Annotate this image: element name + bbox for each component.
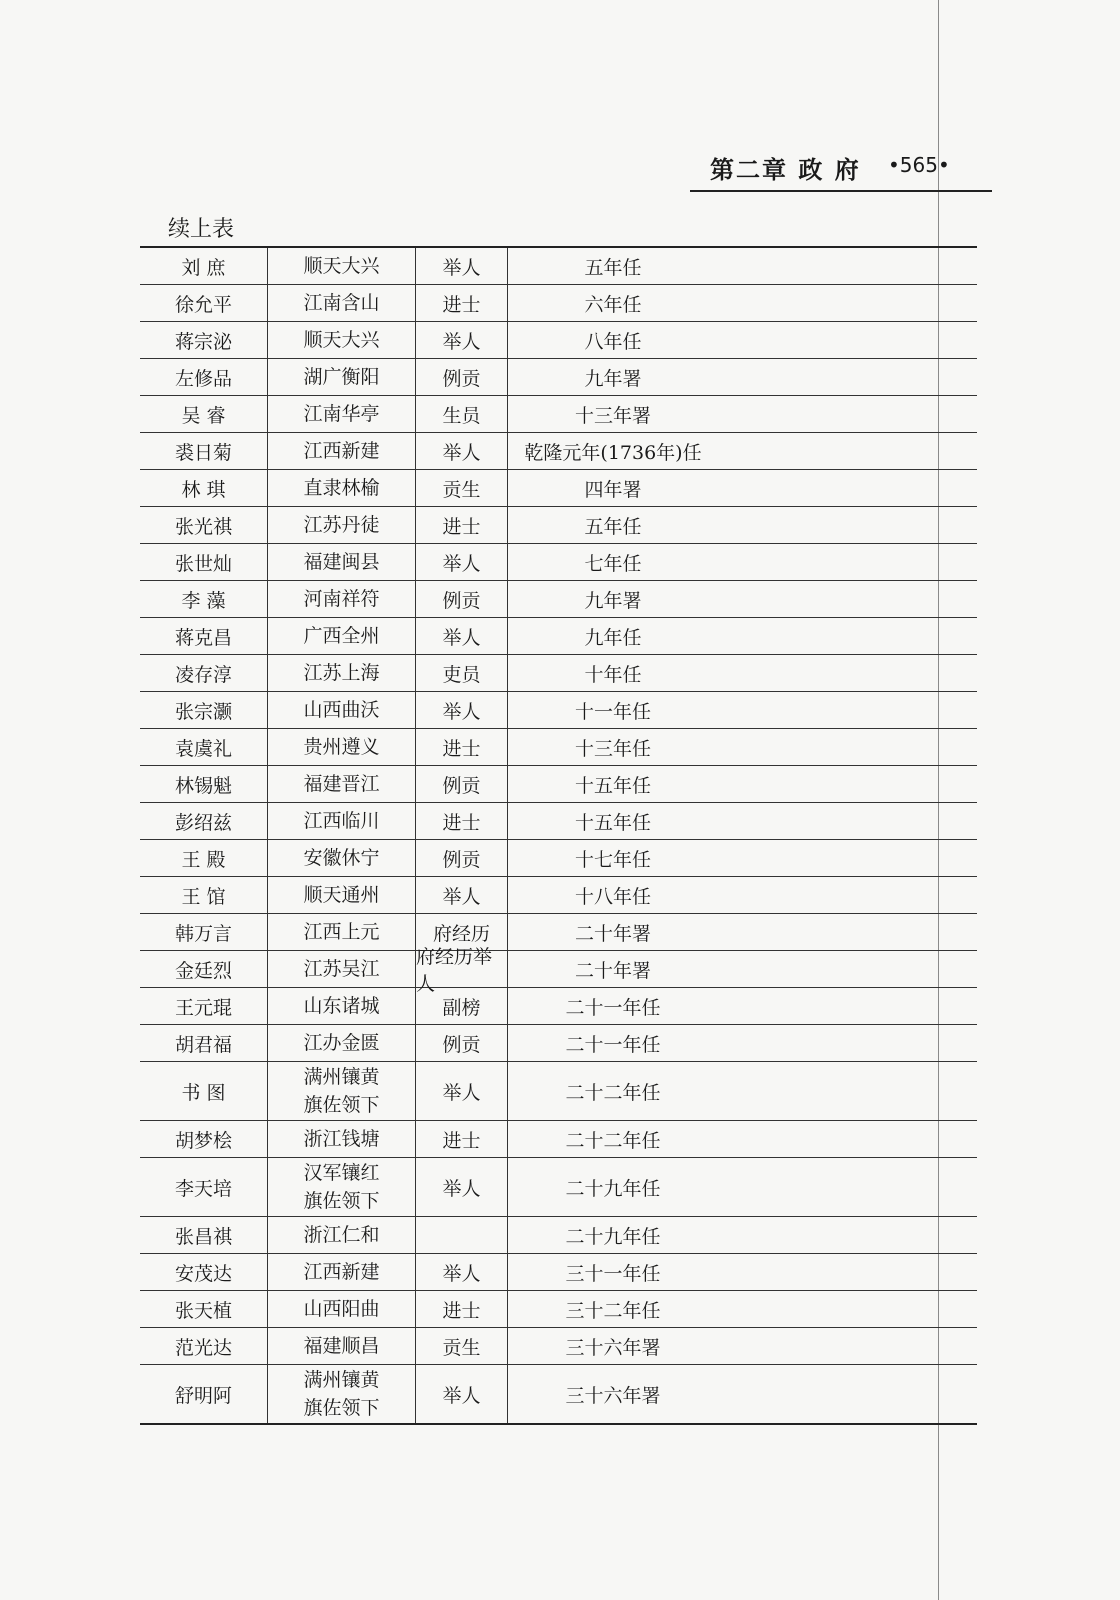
cell-name: 王元琨 — [140, 988, 268, 1024]
table-row — [140, 1121, 977, 1158]
origin-line-2: 旗佐领下 — [303, 1190, 380, 1212]
cell-tenure — [508, 470, 977, 506]
cell-qualification: 进士 — [416, 507, 508, 543]
table-row — [140, 1217, 977, 1254]
officials-table — [140, 246, 977, 1425]
cell-name: 凌存淳 — [140, 655, 268, 691]
tenure-text: 九年任 — [584, 626, 642, 649]
cell-name: 张世灿 — [140, 544, 268, 580]
cell-origin: 山西阳曲 — [268, 1291, 416, 1327]
cell-qualification: 举人 — [416, 1158, 508, 1216]
table-row — [140, 914, 977, 951]
cell-qualification: 举人 — [416, 1062, 508, 1120]
cell-origin: 河南祥符 — [268, 581, 416, 617]
cell-tenure — [508, 1254, 977, 1290]
tenure-text: 二十年署 — [574, 959, 651, 982]
cell-tenure — [508, 840, 977, 876]
table-row — [140, 655, 977, 692]
cell-name: 李 藻 — [140, 581, 268, 617]
cell-qualification: 进士 — [416, 729, 508, 765]
table-caption: 续上表 — [168, 217, 235, 242]
cell-origin: 福建顺昌 — [268, 1328, 416, 1364]
cell-name: 金廷烈 — [140, 951, 268, 987]
cell-qualification: 府经历 — [416, 914, 508, 950]
cell-qualification: 例贡 — [416, 1025, 508, 1061]
cell-tenure — [508, 1291, 977, 1327]
cell-origin: 福建晋江 — [268, 766, 416, 802]
table-row — [140, 433, 977, 470]
cell-origin: 浙江钱塘 — [268, 1121, 416, 1157]
cell-tenure — [508, 1062, 977, 1120]
table-row — [140, 766, 977, 803]
cell-name: 林 琪 — [140, 470, 268, 506]
cell-qualification: 举人 — [416, 1254, 508, 1290]
cell-origin — [268, 1158, 416, 1216]
cell-name: 徐允平 — [140, 285, 268, 321]
cell-name: 袁虞礼 — [140, 729, 268, 765]
cell-tenure — [508, 988, 977, 1024]
cell-tenure — [508, 655, 977, 691]
cell-tenure — [508, 1025, 977, 1061]
tenure-text: 九年署 — [584, 367, 642, 390]
cell-qualification: 贡生 — [416, 470, 508, 506]
origin-multiline — [303, 1366, 379, 1422]
cell-name: 范光达 — [140, 1328, 268, 1364]
cell-origin: 江西上元 — [268, 914, 416, 950]
tenure-text: 五年任 — [584, 515, 642, 538]
cell-origin: 顺天通州 — [268, 877, 416, 913]
cell-origin: 浙江仁和 — [268, 1217, 416, 1253]
cell-qualification: 贡生 — [416, 1328, 508, 1364]
cell-qualification: 例贡 — [416, 359, 508, 395]
cell-origin: 顺天大兴 — [268, 248, 416, 284]
cell-tenure — [508, 285, 977, 321]
table-row — [140, 840, 977, 877]
table-row — [140, 507, 977, 544]
tenure-text: 十五年任 — [574, 811, 651, 834]
tenure-text: 三十六年署 — [565, 1384, 661, 1407]
origin-multiline — [303, 1159, 379, 1215]
cell-tenure — [508, 877, 977, 913]
tenure-text: 九年署 — [584, 589, 642, 612]
table-row — [140, 396, 977, 433]
table-row — [140, 359, 977, 396]
cell-tenure — [508, 322, 977, 358]
table-row — [140, 692, 977, 729]
cell-tenure — [508, 1217, 977, 1253]
cell-qualification: 举人 — [416, 322, 508, 358]
tenure-text: 十年任 — [584, 663, 642, 686]
cell-qualification: 举人 — [416, 1365, 508, 1423]
cell-name: 胡梦桧 — [140, 1121, 268, 1157]
cell-tenure — [508, 914, 977, 950]
cell-origin — [268, 1365, 416, 1423]
cell-qualification: 生员 — [416, 396, 508, 432]
cell-qualification: 进士 — [416, 1291, 508, 1327]
tenure-text: 乾隆元年(1736年)任 — [524, 441, 702, 464]
table-row — [140, 946, 977, 995]
origin-line-1: 满州镶黄 — [303, 1369, 380, 1391]
table-row — [140, 581, 977, 618]
tenure-text: 六年任 — [584, 293, 642, 316]
table-row — [140, 729, 977, 766]
cell-name: 裘日菊 — [140, 433, 268, 469]
cell-origin: 福建闽县 — [268, 544, 416, 580]
cell-tenure — [508, 507, 977, 543]
cell-origin: 山东诸城 — [268, 988, 416, 1024]
cell-origin — [268, 1062, 416, 1120]
table-row — [140, 1365, 977, 1423]
tenure-text: 二十二年任 — [565, 1129, 661, 1152]
cell-tenure — [508, 951, 977, 987]
cell-tenure — [508, 544, 977, 580]
table-row — [140, 803, 977, 840]
cell-name: 刘 庶 — [140, 248, 268, 284]
cell-tenure — [508, 433, 977, 469]
cell-name: 蒋克昌 — [140, 618, 268, 654]
cell-qualification: 府经历举人 — [416, 951, 508, 987]
cell-name: 李天培 — [140, 1158, 268, 1216]
tenure-text: 二十年署 — [574, 922, 651, 945]
tenure-text: 十一年任 — [574, 700, 651, 723]
table-row — [140, 248, 977, 285]
cell-origin: 直隶林榆 — [268, 470, 416, 506]
cell-name: 王 殿 — [140, 840, 268, 876]
cell-name: 王 馆 — [140, 877, 268, 913]
cell-name: 彭绍兹 — [140, 803, 268, 839]
cell-tenure — [508, 803, 977, 839]
table-row — [140, 988, 977, 1025]
cell-name: 舒明阿 — [140, 1365, 268, 1423]
cell-name: 吴 睿 — [140, 396, 268, 432]
tenure-text: 二十九年任 — [565, 1225, 661, 1248]
tenure-text: 五年任 — [584, 256, 642, 279]
table-row — [140, 470, 977, 507]
cell-tenure — [508, 1365, 977, 1423]
table-row — [140, 618, 977, 655]
tenure-text: 十三年署 — [574, 404, 651, 427]
tenure-text: 十五年任 — [574, 774, 651, 797]
running-header — [690, 150, 992, 192]
tenure-text: 四年署 — [584, 478, 642, 501]
table-row — [140, 322, 977, 359]
table-row — [140, 1062, 977, 1121]
tenure-text: 二十一年任 — [565, 1033, 661, 1056]
cell-tenure — [508, 692, 977, 728]
cell-qualification: 副榜 — [416, 988, 508, 1024]
cell-tenure — [508, 1121, 977, 1157]
cell-qualification: 例贡 — [416, 840, 508, 876]
table-row — [140, 877, 977, 914]
origin-line-2: 旗佐领下 — [303, 1094, 380, 1116]
tenure-text: 二十九年任 — [565, 1177, 661, 1200]
cell-origin: 广西全州 — [268, 618, 416, 654]
table-row — [140, 1025, 977, 1062]
cell-tenure — [508, 729, 977, 765]
tenure-text: 十七年任 — [574, 848, 651, 871]
cell-name: 张天植 — [140, 1291, 268, 1327]
table-row — [140, 1328, 977, 1365]
cell-name: 张光祺 — [140, 507, 268, 543]
cell-qualification: 例贡 — [416, 766, 508, 802]
cell-origin: 江西临川 — [268, 803, 416, 839]
cell-tenure — [508, 766, 977, 802]
cell-tenure — [508, 248, 977, 284]
origin-line-2: 旗佐领下 — [303, 1397, 380, 1419]
cell-name: 书 图 — [140, 1062, 268, 1120]
cell-name: 张昌祺 — [140, 1217, 268, 1253]
cell-name: 左修品 — [140, 359, 268, 395]
cell-qualification: 举人 — [416, 618, 508, 654]
cell-name: 林锡魁 — [140, 766, 268, 802]
cell-qualification: 进士 — [416, 1121, 508, 1157]
chapter-title: 第二章 政 府 — [710, 156, 861, 184]
origin-line-1: 满州镶黄 — [303, 1066, 380, 1088]
tenure-text: 二十一年任 — [565, 996, 661, 1019]
cell-origin: 湖广衡阳 — [268, 359, 416, 395]
cell-qualification: 举人 — [416, 877, 508, 913]
cell-name: 胡君福 — [140, 1025, 268, 1061]
tenure-text: 十八年任 — [574, 885, 651, 908]
cell-tenure — [508, 396, 977, 432]
cell-origin: 江西新建 — [268, 433, 416, 469]
origin-multiline — [303, 1063, 379, 1119]
cell-qualification: 举人 — [416, 544, 508, 580]
cell-origin: 江苏丹徒 — [268, 507, 416, 543]
cell-origin: 顺天大兴 — [268, 322, 416, 358]
cell-tenure — [508, 359, 977, 395]
cell-origin: 安徽休宁 — [268, 840, 416, 876]
tenure-text: 七年任 — [584, 552, 642, 575]
cell-name: 韩万言 — [140, 914, 268, 950]
cell-qualification: 举人 — [416, 692, 508, 728]
cell-name: 安茂达 — [140, 1254, 268, 1290]
cell-tenure — [508, 1328, 977, 1364]
origin-line-1: 汉军镶红 — [303, 1162, 380, 1184]
cell-qualification — [416, 1217, 508, 1253]
tenure-text: 三十二年任 — [565, 1299, 661, 1322]
table-row — [140, 1158, 977, 1217]
cell-qualification: 例贡 — [416, 581, 508, 617]
cell-origin: 江西新建 — [268, 1254, 416, 1290]
cell-qualification: 举人 — [416, 433, 508, 469]
cell-origin: 江南华亭 — [268, 396, 416, 432]
tenure-text: 三十一年任 — [565, 1262, 661, 1285]
tenure-text: 二十二年任 — [565, 1081, 661, 1104]
page-number: •565• — [888, 153, 950, 177]
cell-origin: 贵州遵义 — [268, 729, 416, 765]
cell-origin: 江办金匮 — [268, 1025, 416, 1061]
cell-origin: 山西曲沃 — [268, 692, 416, 728]
table-row — [140, 1291, 977, 1328]
table-row — [140, 285, 977, 322]
cell-origin: 江南含山 — [268, 285, 416, 321]
cell-tenure — [508, 618, 977, 654]
cell-qualification: 举人 — [416, 248, 508, 284]
cell-qualification: 进士 — [416, 285, 508, 321]
table-row — [140, 1254, 977, 1291]
table-row — [140, 544, 977, 581]
cell-qualification: 吏员 — [416, 655, 508, 691]
tenure-text: 十三年任 — [574, 737, 651, 760]
cell-name: 张宗灏 — [140, 692, 268, 728]
cell-qualification: 进士 — [416, 803, 508, 839]
tenure-text: 三十六年署 — [565, 1336, 661, 1359]
cell-tenure — [508, 581, 977, 617]
cell-origin: 江苏吴江 — [268, 951, 416, 987]
cell-tenure — [508, 1158, 977, 1216]
tenure-text: 八年任 — [584, 330, 642, 353]
cell-origin: 江苏上海 — [268, 655, 416, 691]
cell-name: 蒋宗泌 — [140, 322, 268, 358]
